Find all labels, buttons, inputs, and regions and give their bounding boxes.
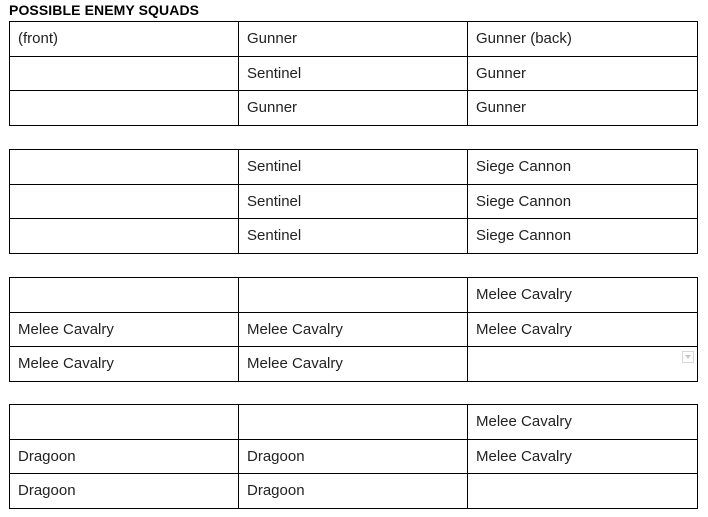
table-cell[interactable]	[239, 405, 468, 440]
table-row	[10, 184, 698, 219]
table-cell[interactable]: Siege Cannon	[468, 184, 698, 219]
table-cell[interactable]: Melee Cavalry	[468, 312, 698, 347]
table-cell[interactable]: Melee Cavalry	[468, 405, 698, 440]
table-cell[interactable]: Melee Cavalry	[239, 312, 468, 347]
table-row	[10, 91, 698, 126]
table-row	[10, 278, 698, 313]
table-row	[10, 405, 698, 440]
squad-table-1	[9, 21, 698, 126]
table-cell[interactable]: Dragoon	[239, 474, 468, 509]
table-cell[interactable]: Gunner	[468, 91, 698, 126]
table-cell[interactable]: Gunner (back)	[468, 22, 698, 57]
table-cell[interactable]: Sentinel	[239, 150, 468, 185]
table-row	[10, 150, 698, 185]
table-cell[interactable]: Melee Cavalry	[10, 347, 239, 382]
table-cell[interactable]: Sentinel	[239, 219, 468, 254]
table-cell[interactable]	[10, 56, 239, 91]
table-cell[interactable]: Gunner	[239, 22, 468, 57]
table-cell[interactable]: Gunner	[239, 91, 468, 126]
table-cell[interactable]: Siege Cannon	[468, 219, 698, 254]
page-title: POSSIBLE ENEMY SQUADS	[9, 2, 200, 18]
squad-table-4	[9, 404, 698, 509]
table-row	[10, 439, 698, 474]
table-cell[interactable]	[10, 405, 239, 440]
table-cell[interactable]: Melee Cavalry	[10, 312, 239, 347]
table-cell[interactable]: Dragoon	[10, 439, 239, 474]
table-cell[interactable]: Melee Cavalry	[239, 347, 468, 382]
table-cell[interactable]	[239, 278, 468, 313]
table-cell[interactable]	[10, 91, 239, 126]
table-cell[interactable]: Sentinel	[239, 56, 468, 91]
table-cell[interactable]: (front)	[10, 22, 239, 57]
table-cell[interactable]	[10, 150, 239, 185]
table-cell[interactable]	[10, 278, 239, 313]
squad-table-2	[9, 149, 698, 254]
table-row	[10, 347, 698, 382]
table-cell-with-dropdown[interactable]	[468, 347, 698, 382]
table-row	[10, 219, 698, 254]
table-cell[interactable]: Dragoon	[10, 474, 239, 509]
squad-table-3	[9, 277, 698, 382]
chevron-down-icon[interactable]	[682, 351, 694, 363]
table-cell[interactable]: Melee Cavalry	[468, 439, 698, 474]
table-row	[10, 22, 698, 57]
table-cell[interactable]: Sentinel	[239, 184, 468, 219]
table-cell[interactable]	[10, 219, 239, 254]
table-cell[interactable]: Gunner	[468, 56, 698, 91]
table-cell[interactable]	[468, 474, 698, 509]
table-cell[interactable]: Melee Cavalry	[468, 278, 698, 313]
table-cell[interactable]: Dragoon	[239, 439, 468, 474]
table-row	[10, 56, 698, 91]
table-row	[10, 474, 698, 509]
table-row	[10, 312, 698, 347]
table-cell[interactable]: Siege Cannon	[468, 150, 698, 185]
table-cell[interactable]	[10, 184, 239, 219]
